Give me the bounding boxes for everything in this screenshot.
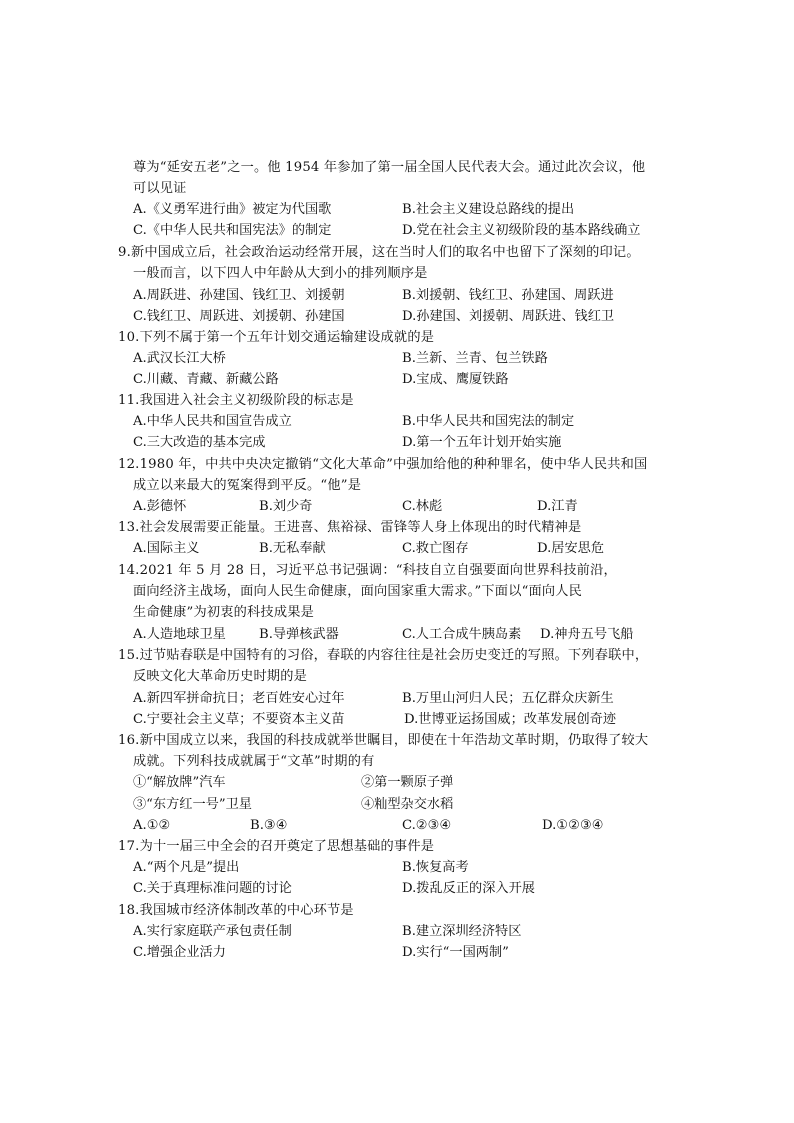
question-15-option-d: D.世博亚运扬国威；改革发展创奇迹 bbox=[404, 712, 617, 727]
question-11-option-c: C.三大改造的基本完成 bbox=[133, 435, 266, 450]
question-9-option-d: D.孙建国、刘援朝、周跃进、钱红卫 bbox=[402, 309, 615, 324]
question-8-option-d: D.党在社会主义初级阶段的基本路线确立 bbox=[402, 223, 641, 238]
question-8-stem-line-1: 尊为“延安五老”之一。他 1954 年参加了第一届全国人民代表大会。通过此次会议，他 bbox=[133, 160, 646, 175]
question-13-stem: 13.社会发展需要正能量。王进喜、焦裕禄、雷锋等人身上体现出的时代精神是 bbox=[118, 520, 582, 535]
question-18-option-a: A.实行家庭联产承包责任制 bbox=[133, 924, 292, 939]
question-14-stem-line-2: 面向经济主战场，面向人民生命健康，面向国家重大需求。”下面以“面向人民 bbox=[133, 584, 583, 599]
question-15-option-c: C.宁要社会主义草；不要资本主义苗 bbox=[133, 712, 345, 727]
question-8-option-b: B.社会主义建设总路线的提出 bbox=[402, 202, 575, 217]
question-9-option-b: B.刘援朝、钱红卫、孙建国、周跃进 bbox=[402, 288, 614, 303]
question-18-option-d: D.实行“一国两制” bbox=[402, 945, 509, 960]
question-10-option-c: C.川藏、青藏、新藏公路 bbox=[133, 372, 279, 387]
question-18-option-c: C.增强企业活力 bbox=[133, 945, 226, 960]
question-16-item-3: ③“东方红一号”卫星 bbox=[133, 797, 252, 812]
question-15-option-a: A.新四军拼命抗日；老百姓安心过年 bbox=[133, 691, 345, 706]
question-10-option-a: A.武汉长江大桥 bbox=[133, 351, 226, 366]
question-14-stem-line-3: 生命健康”为初衷的科技成果是 bbox=[133, 605, 314, 620]
question-14-option-c: C.人工合成牛胰岛素 bbox=[402, 627, 522, 642]
question-15-stem-line-1: 15.过节贴春联是中国特有的习俗，春联的内容往往是社会历史变迁的写照。下列春联中， bbox=[118, 648, 649, 663]
question-10-option-b: B.兰新、兰青、包兰铁路 bbox=[402, 351, 548, 366]
question-9-option-c: C.钱红卫、周跃进、刘援朝、孙建国 bbox=[133, 309, 345, 324]
question-16-item-4: ④籼型杂交水稻 bbox=[361, 797, 454, 812]
question-11-stem: 11.我国进入社会主义初级阶段的标志是 bbox=[118, 393, 354, 408]
question-10-option-d: D.宝成、鹰厦铁路 bbox=[402, 372, 509, 387]
question-14-option-a: A.人造地球卫星 bbox=[133, 627, 226, 642]
question-16-stem-line-2: 成就。下列科技成就属于“文革”时期的有 bbox=[133, 754, 375, 769]
question-16-option-a: A.①② bbox=[133, 818, 171, 833]
question-9-option-a: A.周跃进、孙建国、钱红卫、刘援朝 bbox=[133, 288, 345, 303]
question-16-option-b: B.③④ bbox=[250, 818, 288, 833]
question-13-option-c: C.救亡图存 bbox=[402, 541, 469, 556]
question-14-option-b: B.导弹核武器 bbox=[259, 627, 339, 642]
question-16-option-c: C.②③④ bbox=[402, 818, 452, 833]
question-16-stem-line-1: 16.新中国成立以来，我国的科技成就举世瞩目，即使在十年浩劫文革时期，仍取得了较大 bbox=[118, 733, 649, 748]
question-18-option-b: B.建立深圳经济特区 bbox=[402, 924, 522, 939]
question-11-option-a: A.中华人民共和国宣告成立 bbox=[133, 414, 292, 429]
question-17-option-b: B.恢复高考 bbox=[402, 860, 469, 875]
question-17-option-d: D.拨乱反正的深入开展 bbox=[402, 881, 535, 896]
question-16-item-1: ①“解放牌”汽车 bbox=[133, 775, 226, 790]
question-13-option-d: D.居安思危 bbox=[537, 541, 605, 556]
question-12-option-c: C.林彪 bbox=[402, 499, 443, 514]
question-13-option-b: B.无私奉献 bbox=[259, 541, 326, 556]
question-18-stem: 18.我国城市经济体制改革的中心环节是 bbox=[118, 903, 354, 918]
question-8-stem-line-2: 可以见证 bbox=[133, 181, 187, 196]
question-17-option-c: C.关于真理标准问题的讨论 bbox=[133, 881, 292, 896]
question-8-option-c: C.《中华人民共和国宪法》的制定 bbox=[133, 223, 332, 238]
question-14-option-d: D.神舟五号飞船 bbox=[540, 627, 634, 642]
question-13-option-a: A.国际主义 bbox=[133, 541, 200, 556]
question-16-option-d: D.①②③④ bbox=[542, 818, 604, 833]
question-14-stem-line-1: 14.2021 年 5 月 28 日，习近平总书记强调：“科技自立自强要面向世界科技前沿， bbox=[118, 563, 617, 578]
question-16-item-2: ②第一颗原子弹 bbox=[361, 775, 454, 790]
question-17-option-a: A.“两个凡是”提出 bbox=[133, 860, 240, 875]
question-15-option-b: B.万里山河归人民；五亿群众庆新生 bbox=[402, 691, 614, 706]
question-12-stem-line-1: 12.1980 年，中共中央决定撤销“文化大革命”中强加给他的种种罪名，使中华人民共和国 bbox=[118, 457, 648, 472]
question-11-option-d: D.第一个五年计划开始实施 bbox=[402, 435, 562, 450]
question-12-option-d: D.江青 bbox=[537, 499, 578, 514]
question-15-stem-line-2: 反映文化大革命历史时期的是 bbox=[133, 669, 308, 684]
question-17-stem: 17.为十一届三中全会的召开奠定了思想基础的事件是 bbox=[118, 839, 435, 854]
question-12-stem-line-2: 成立以来最大的冤案得到平反。“他”是 bbox=[133, 478, 362, 493]
question-9-stem-line-1: 9.新中国成立后，社会政治运动经常开展，这在当时人们的取名中也留下了深刻的印记。 bbox=[118, 245, 640, 260]
question-12-option-a: A.彭德怀 bbox=[133, 499, 187, 514]
question-11-option-b: B.中华人民共和国宪法的制定 bbox=[402, 414, 575, 429]
question-10-stem: 10.下列不属于第一个五年计划交通运输建设成就的是 bbox=[118, 330, 435, 345]
question-8-option-a: A.《义勇军进行曲》被定为代国歌 bbox=[133, 202, 332, 217]
question-12-option-b: B.刘少奇 bbox=[259, 499, 313, 514]
question-9-stem-line-2: 一般而言，以下四人中年龄从大到小的排列顺序是 bbox=[133, 266, 428, 281]
